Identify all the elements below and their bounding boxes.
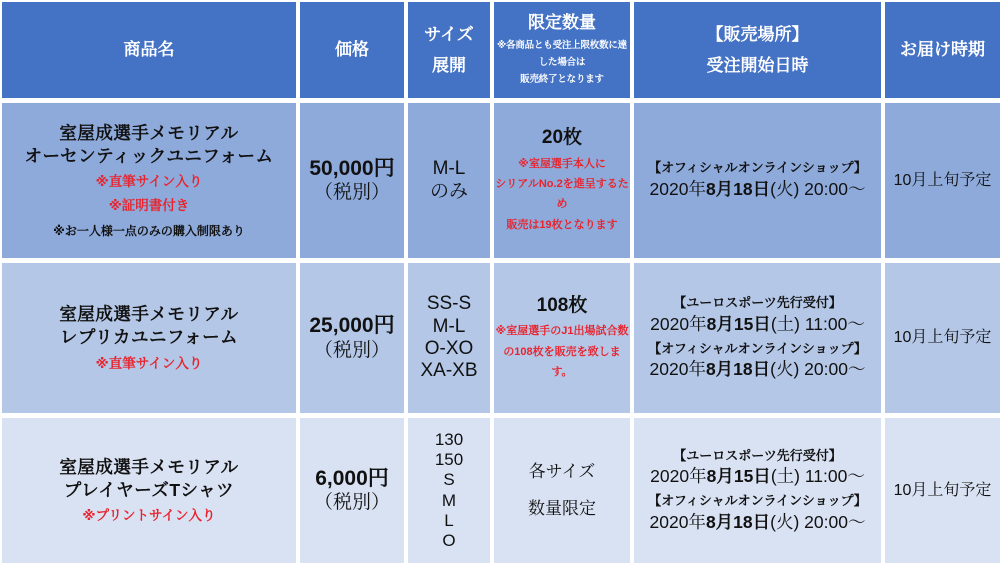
sale-date: 2020年8月18日(火) 20:00～	[649, 511, 866, 532]
quantity-value: 108枚	[536, 294, 588, 316]
row-1-quantity-cell	[494, 103, 630, 258]
header-delivery-cell	[885, 2, 1000, 98]
header-sale-line2: 受注開始日時	[706, 55, 809, 75]
quantity-value: 20枚	[541, 126, 583, 148]
header-product-label: 商品名	[123, 40, 175, 60]
sale-date: 2020年8月15日(土) 11:00～	[650, 313, 865, 334]
row-3-price-cell	[300, 418, 404, 563]
sale-venue: 【ユーロスポーツ先行受付】	[673, 295, 842, 311]
sale-date: 2020年8月15日(土) 11:00～	[650, 466, 865, 487]
price-tax-note: （税別）	[313, 182, 390, 204]
header-price-label: 価格	[335, 40, 369, 60]
row-2-quantity-cell	[494, 263, 630, 413]
header-size-cell	[408, 2, 490, 98]
sale-event	[650, 295, 865, 335]
row-3-sale-cell	[634, 418, 881, 563]
header-size-label-line2: 展開	[432, 55, 466, 75]
header-delivery-label: お届け時期	[900, 40, 985, 60]
delivery-date: 10月上旬予定	[893, 329, 992, 346]
row-3-delivery-cell	[885, 418, 1000, 563]
sale-event	[648, 341, 866, 381]
row-3-size-cell: 130 150 S M L O	[408, 418, 490, 563]
row-3-name-cell	[2, 418, 296, 563]
header-quantity-note: ※各商品とも受注上限枚数に達 した場合は 販売終了となります	[497, 39, 627, 86]
product-name-line1: 室屋成選手メモリアル	[59, 456, 239, 477]
quantity-note: ※室屋選手本人に シリアルNo.2を進呈するため 販売は19枚となります	[495, 157, 629, 231]
row-1-delivery-cell	[885, 103, 1000, 258]
price-amount: 6,000円	[315, 466, 389, 490]
delivery-date: 10月上旬予定	[893, 481, 992, 499]
row-1-name-cell	[2, 103, 296, 258]
header-price-cell	[300, 2, 404, 98]
row-2-price-cell	[300, 263, 404, 413]
product-name-line1: 室屋成選手メモリアル	[59, 122, 239, 143]
sale-venue: 【ユーロスポーツ先行受付】	[673, 447, 842, 463]
sale-date: 2020年8月18日(火) 20:00～	[649, 178, 866, 199]
sale-venue: 【オフィシャルオンラインショップ】	[648, 340, 867, 356]
product-note-sign: ※直筆サイン入り	[95, 174, 203, 190]
row-2-size-cell: SS-S M-L O-XO XA-XB	[408, 263, 490, 413]
row-3-quantity-cell: 各サイズ 数量限定	[494, 418, 630, 563]
product-name-line2: プレイヤーズTシャツ	[63, 479, 235, 500]
row-1-sale-cell	[634, 103, 881, 258]
product-note-sign: ※直筆サイン入り	[95, 355, 203, 371]
header-size-label-line1: サイズ	[424, 25, 474, 45]
sale-venue: 【オフィシャルオンラインショップ】	[648, 493, 867, 508]
row-2-sale-cell	[634, 263, 881, 413]
header-sale-line1: 【販売場所】	[706, 25, 809, 45]
delivery-date: 10月上旬予定	[893, 171, 992, 189]
price-tax-note: （税別）	[313, 339, 390, 361]
row-1-price-cell	[300, 103, 404, 258]
product-note-certificate: ※証明書付き	[108, 198, 190, 214]
quantity-note: ※室屋選手のJ1出場試合数 の108枚を販売を致します。	[495, 325, 629, 379]
row-2-name-cell	[2, 263, 296, 413]
sale-event	[648, 493, 866, 533]
product-note-limit: ※お一人様一点のみの購入制限あり	[53, 224, 245, 239]
product-name-line2: レプリカユニフォーム	[59, 327, 239, 348]
sale-event	[648, 160, 866, 200]
sale-venue: 【オフィシャルオンラインショップ】	[648, 160, 867, 176]
header-quantity-cell	[494, 2, 630, 98]
row-2-delivery-cell	[885, 263, 1000, 413]
product-note-sign: ※プリントサイン入り	[82, 508, 216, 524]
sale-date: 2020年8月18日(火) 20:00～	[649, 359, 866, 380]
price-amount: 50,000円	[309, 156, 395, 180]
price-amount: 25,000円	[309, 314, 395, 338]
header-product-cell	[2, 2, 296, 98]
product-name-line2: オーセンティックユニフォーム	[24, 145, 274, 166]
header-sale-cell	[634, 2, 881, 98]
row-1-size-cell: M-L のみ	[408, 103, 490, 258]
price-tax-note: （税別）	[313, 492, 390, 514]
sale-event	[650, 448, 865, 488]
product-name-line1: 室屋成選手メモリアル	[59, 304, 239, 325]
header-quantity-title: 限定数量	[528, 12, 596, 32]
